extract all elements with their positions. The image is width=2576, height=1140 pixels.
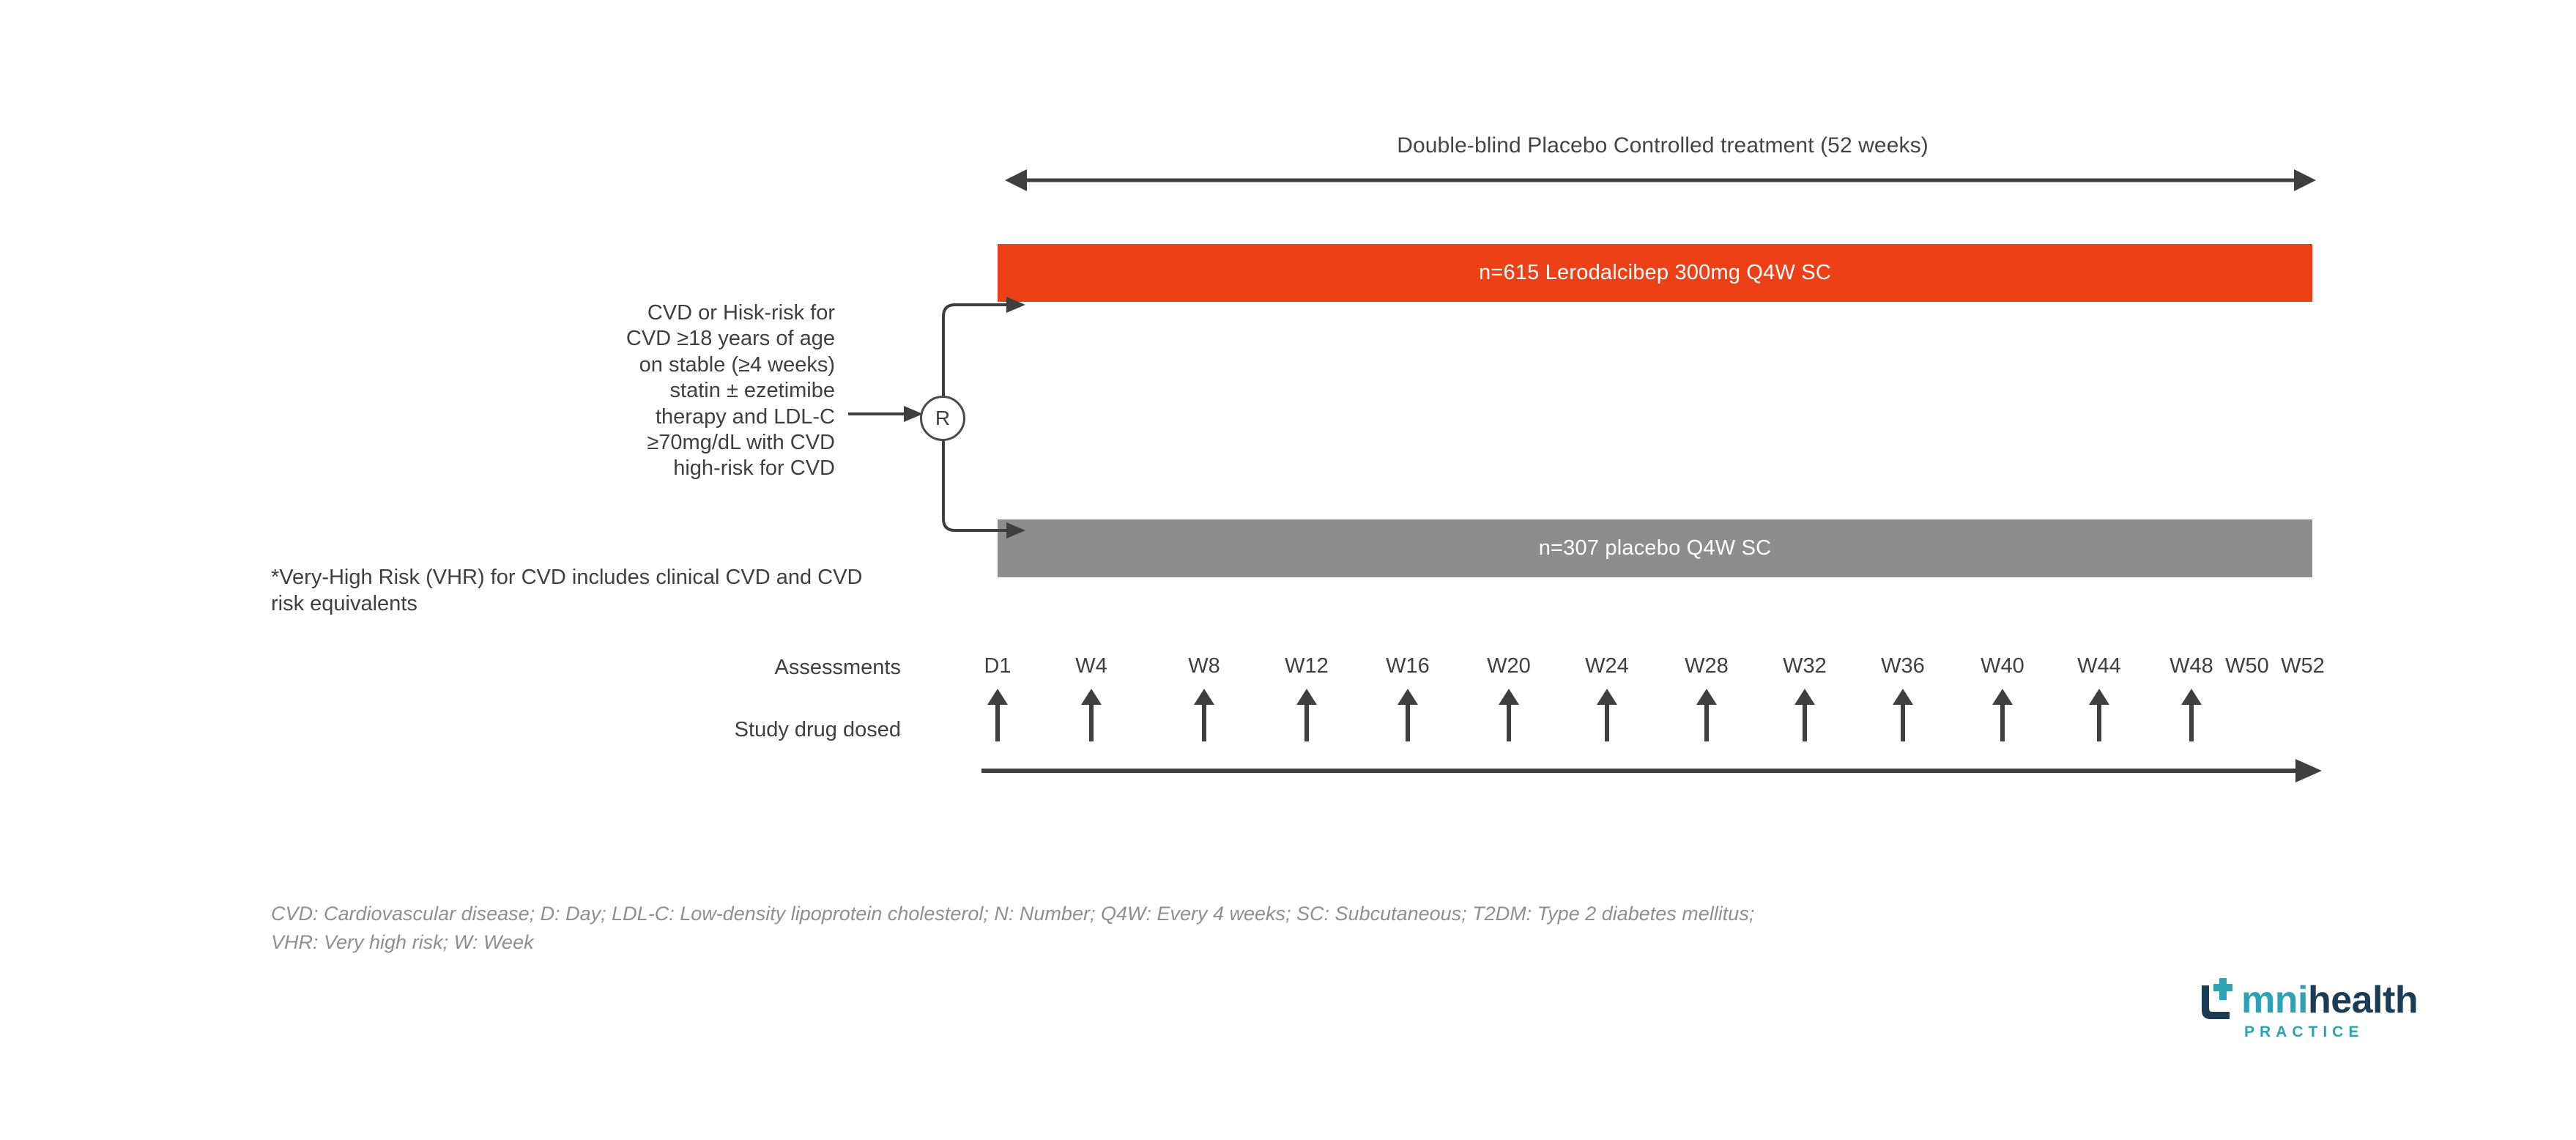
abbreviations-line-2: VHR: Very high risk; W: Week (271, 931, 534, 954)
randomization-node (920, 396, 965, 441)
duration-double-arrow (1005, 169, 2316, 192)
vhr-footnote: *Very-High Risk (VHR) for CVD includes clinical CVD and CVD risk equivalents (271, 566, 863, 616)
timepoint-label: W12 (1285, 654, 1329, 678)
timepoint-label: D1 (984, 654, 1012, 678)
population-line-5: therapy and LDL-C (655, 404, 835, 429)
timepoint-label: W36 (1881, 654, 1925, 678)
study-drug-dosed-label: Study drug dosed (734, 718, 901, 741)
population-line-7: high-risk for CVD (673, 456, 835, 481)
logo-tagline: PRACTICE (2244, 1024, 2364, 1040)
timepoint-labels (952, 654, 2325, 684)
treatment-arm-placebo (998, 519, 2312, 577)
timepoint-label: W20 (1487, 654, 1531, 678)
timepoint-label: W32 (1783, 654, 1827, 678)
timeline-axis-arrow (981, 758, 2322, 783)
timepoint-label: W24 (1585, 654, 1629, 678)
assessments-label: Assessments (774, 656, 901, 679)
logo-cross-icon (2197, 975, 2243, 1024)
logo-name-bold: health (2307, 979, 2419, 1021)
logo-wordmark (2241, 978, 2418, 1022)
abbreviations-line-1: CVD: Cardiovascular disease; D: Day; LDL-C: Low-density lipoprotein cholesterol; N: Number; Q4W: Every 4 weeks; SC: Subcutaneous; T2DM: Type 2 diabetes mellitus; (271, 903, 1755, 925)
population-line-3: on stable (≥4 weeks) (639, 352, 835, 377)
population-criteria (469, 300, 835, 482)
timepoint-label: W16 (1386, 654, 1430, 678)
treatment-arm-placebo-label: n=307 placebo Q4W SC (1538, 536, 1772, 560)
population-line-6: ≥70mg/dL with CVD (647, 430, 835, 454)
timepoint-label: W44 (2077, 654, 2121, 678)
dose-arrows (952, 689, 2322, 747)
treatment-arm-active-label: n=615 Lerodalcibep 300mg Q4W SC (1479, 261, 1831, 284)
population-line-1: CVD or Hisk-risk for (647, 301, 835, 325)
abbreviations-footnote (271, 900, 2315, 957)
logo-name-light: mni (2241, 979, 2308, 1021)
omnihealth-logo (2197, 978, 2490, 1066)
timepoint-label: W48 (2169, 654, 2213, 678)
randomization-label: R (935, 407, 951, 429)
population-line-2: CVD ≥18 years of age (626, 327, 835, 351)
population-line-4: statin ± ezetimibe (669, 379, 835, 403)
timepoint-label: W8 (1188, 654, 1220, 678)
timepoint-label: W28 (1685, 654, 1729, 678)
timepoint-label: W50 (2225, 654, 2269, 678)
treatment-arm-active (998, 244, 2312, 302)
timepoint-label: W52 (2281, 654, 2325, 678)
treatment-duration-label: Double-blind Placebo Controlled treatment (52 weeks) (1397, 133, 1929, 158)
timepoint-label: W4 (1075, 654, 1107, 678)
timepoint-label: W40 (1981, 654, 2024, 678)
